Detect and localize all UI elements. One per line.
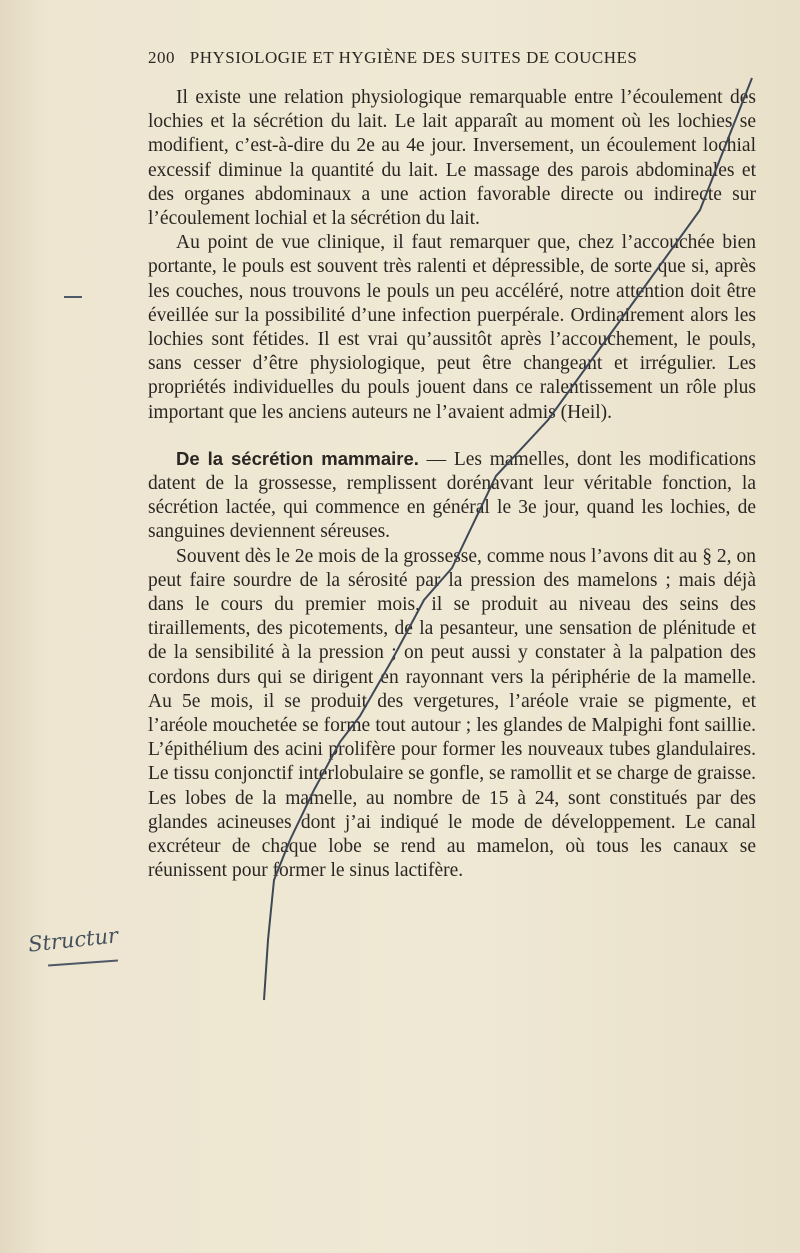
paragraph-grossesse: Souvent dès le 2e mois de la grossesse, comme nous l’avons dit au § 2, on peut faire sourdre de la sérosité par la pression des mamelons ; mais déjà dans le cours du premier mois, il se produit au niveau des seins des tiraillements, des picotements, de la pesanteur, une sensation de plénitude et de la sensibilité à la pression ; on peut aussi y constater à la palpation des cordons durs qui se dirigent en rayonnant vers la périphérie de la mamelle. Au 5e mois, il se produit des vergetures, l’aréole vraie se pigmente, et l’aréole mouchetée se forme tout autour ; les glandes de Malpighi font saillie. L’épithélium des acini prolifère pour former les nouveaux tubes glandulaires. Le tissu conjonctif interlobulaire se gonfle, se ramollit et se charge de graisse. Les lobes de la mamelle, au nombre de 15 à 24, sont constitués par des glandes acineuses dont j’ai indiqué le mode de développement. Le canal excréteur de chaque lobe se rend au mamelon, où tous les canaux se réunissent pour former le sinus lactifère. [148, 545, 756, 882]
section-dash: — [418, 448, 454, 470]
margin-annotation: Structur [26, 923, 120, 957]
page-number: 200 [148, 48, 175, 67]
section-secretion-mammaire [148, 447, 756, 545]
body-text [148, 86, 756, 884]
paragraph-pouls: Au point de vue clinique, il faut remarquer que, chez l’accouchée bien portante, le pouls est souvent très ralenti et dépressible, de sorte que si, après les couches, nous trouvons le pouls un peu accéléré, notre attention doit être éveillée sur la possibilité d’une infection puerpérale. Ordinairement alors les lochies sont fétides. Il est vrai qu’aussitôt après l’accouchement, le pouls, sans cesser d’être physiologique, peut être changeant et irrégulier. Les propriétés individuelles du pouls jouent dans ce ralentissement un rôle plus important que les anciens auteurs ne l’avaient admis (Heil). [148, 232, 756, 423]
running-title: PHYSIOLOGIE ET HYGIÈNE DES SUITES DE COUCHES [189, 48, 638, 67]
section-intro: Les mamelles, dont les modifications datent de la grossesse, remplissent dorénavant leur véritable fonction, la sécrétion lactée, qui commence en général le 3e jour, quand les lochies, de sanguines deviennent séreuses. [148, 448, 756, 543]
running-header [148, 48, 708, 68]
section-heading: De la sécrétion mammaire. [176, 447, 419, 469]
margin-underline [48, 960, 118, 967]
paragraph-lochies-lait: Il existe une relation physiologique remarquable entre l’écoulement des lochies et la sécrétion du lait. Le lait apparaît au moment où les lochies se modifient, c’est-à-dire du 2e au 4e jour. Inversement, un écoulement lochial excessif diminue la quantité du lait. Le massage des parois abdominales et des organes abdominaux a une action favorable directe ou indirecte sur l’écoulement lochial et la sécrétion du lait. [148, 87, 756, 230]
pencil-dash-mark [64, 296, 82, 298]
